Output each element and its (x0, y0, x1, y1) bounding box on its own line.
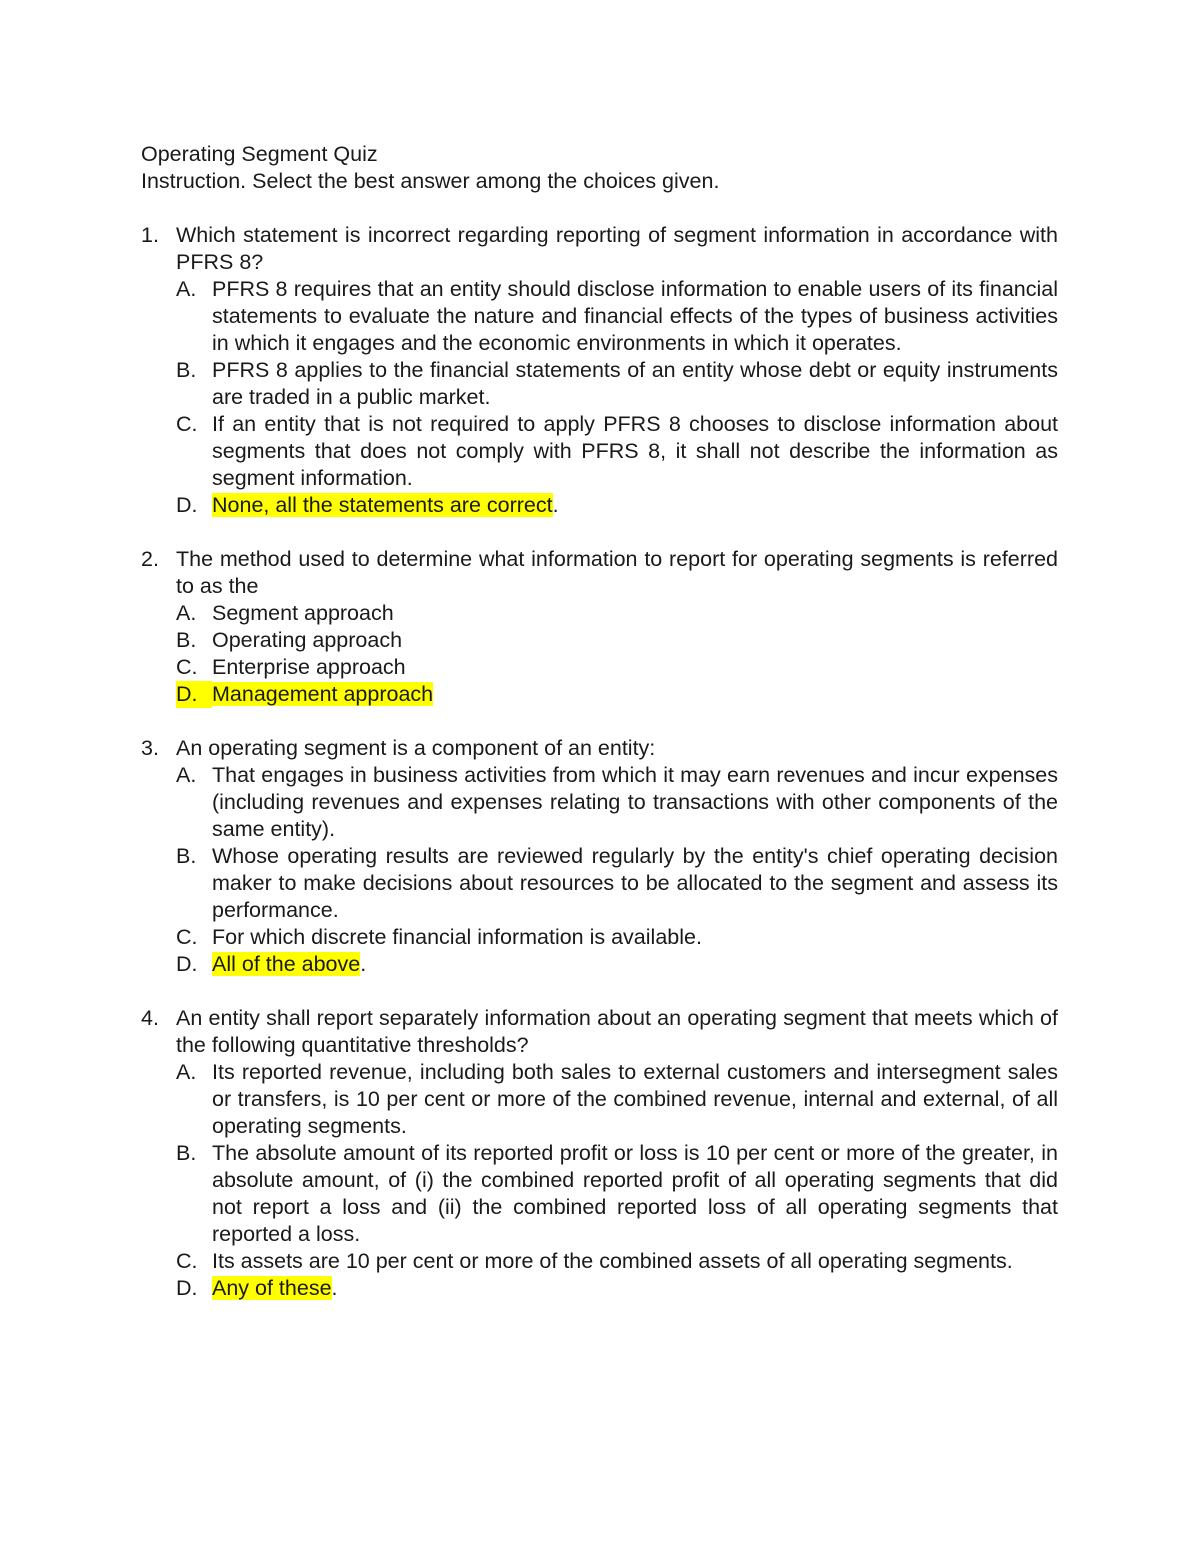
choice-a (176, 600, 1058, 627)
choice-a (176, 276, 1058, 357)
choice-text: Enterprise approach (212, 655, 406, 679)
choice-text: Segment approach (212, 601, 394, 625)
question-1 (141, 222, 1058, 519)
choice-letter: C. (176, 925, 198, 949)
choice-letter: B. (176, 628, 197, 652)
question-body (176, 1005, 1058, 1302)
choice-text: PFRS 8 requires that an entity should disclose information to enable users of its financial statements to evaluate the nature and financial effects of the types of business activities in which it engages and the economic environments in which it operates. (212, 277, 1058, 355)
choice-text: That engages in business activities from which it may earn revenues and incur expenses (including revenues and expenses relating to transactions with other components of the same entity). (212, 763, 1058, 841)
choice-text: Its assets are 10 per cent or more of the combined assets of all operating segments. (212, 1249, 1013, 1273)
choice-c (176, 411, 1058, 492)
choice-list (176, 1059, 1058, 1302)
instruction-text: Instruction. Select the best answer among the choices given. (141, 169, 720, 193)
question-number: 4. (141, 1006, 159, 1030)
choice-letter: D. (176, 493, 198, 517)
choice-b (176, 1140, 1058, 1248)
choice-b (176, 357, 1058, 411)
spacer (141, 708, 1058, 735)
question-number: 1. (141, 223, 159, 247)
question-body (176, 222, 1058, 519)
question-text: The method used to determine what information to report for operating segments is referred to as the (176, 547, 1058, 598)
choice-b (176, 627, 1058, 654)
choice-letter: D. (176, 1276, 198, 1300)
choice-c (176, 654, 1058, 681)
choice-text: Its reported revenue, including both sales to external customers and intersegment sales or transfers, is 10 per cent or more of the combined revenue, internal and external, of all operating segments. (212, 1060, 1058, 1138)
document-title: Operating Segment Quiz (141, 142, 378, 166)
question-number: 3. (141, 736, 159, 760)
highlighted-answer: None, all the statements are correct (212, 493, 553, 517)
choice-letter: A. (176, 601, 197, 625)
choice-list (176, 762, 1058, 978)
spacer (141, 978, 1058, 1005)
choice-letter: A. (176, 1060, 197, 1084)
choice-c (176, 1248, 1058, 1275)
choice-d-answer (176, 951, 1058, 978)
question-2 (141, 546, 1058, 708)
choice-b (176, 843, 1058, 924)
choice-text: PFRS 8 applies to the financial statements of an entity whose debt or equity instruments are traded in a public market. (212, 358, 1058, 409)
choice-c (176, 924, 1058, 951)
choice-letter: B. (176, 1141, 197, 1165)
question-number: 2. (141, 547, 159, 571)
question-body (176, 546, 1058, 708)
question-body (176, 735, 1058, 978)
choice-letter: B. (176, 844, 197, 868)
question-text: An entity shall report separately information about an operating segment that meets which of the following quantitative thresholds? (176, 1006, 1058, 1057)
choice-a (176, 762, 1058, 843)
choice-d-answer (176, 492, 1058, 519)
answer-suffix: . (552, 493, 559, 517)
choice-text (212, 951, 1058, 978)
choice-text: If an entity that is not required to apply PFRS 8 chooses to disclose information about segments that does not comply with PFRS 8, it shall not describe the information as segment information. (212, 412, 1058, 490)
document-page (141, 141, 1058, 1302)
highlighted-answer: All of the above (212, 952, 361, 976)
choice-letter: A. (176, 277, 197, 301)
highlighted-answer: Any of these (212, 1276, 332, 1300)
choice-text: For which discrete financial information is available. (212, 925, 702, 949)
choice-letter: C. (176, 412, 198, 436)
choice-text: The absolute amount of its reported profit or loss is 10 per cent or more of the greater, in absolute amount, of (i) the combined reported profit of all operating segments that did not report a loss and (ii) the combined reported loss of all operating segments that reported a loss. (212, 1141, 1058, 1246)
question-text: An operating segment is a component of an entity: (176, 736, 656, 760)
choice-d-answer (176, 1275, 1058, 1302)
choice-letter: D. (176, 952, 198, 976)
choice-text (212, 1275, 1058, 1302)
choice-list (176, 600, 1058, 708)
choice-text: Whose operating results are reviewed regularly by the entity's chief operating decision maker to make decisions about resources to be allocated to the segment and assess its performance. (212, 844, 1058, 922)
choice-text (212, 681, 1058, 708)
question-3 (141, 735, 1058, 978)
answer-suffix: . (331, 1276, 338, 1300)
choice-letter: A. (176, 763, 197, 787)
spacer (141, 519, 1058, 546)
spacer (141, 195, 1058, 222)
choice-letter: C. (176, 1249, 198, 1273)
highlighted-answer: Management approach (212, 682, 434, 706)
choice-d-answer (176, 681, 1058, 708)
choice-list (176, 276, 1058, 519)
choice-letter: B. (176, 358, 197, 382)
choice-text (212, 492, 1058, 519)
choice-a (176, 1059, 1058, 1140)
choice-text: Operating approach (212, 628, 403, 652)
choice-letter: C. (176, 655, 198, 679)
question-4 (141, 1005, 1058, 1302)
choice-letter: D. (176, 681, 212, 708)
answer-suffix: . (360, 952, 367, 976)
question-text: Which statement is incorrect regarding reporting of segment information in accordance with PFRS 8? (176, 223, 1058, 274)
